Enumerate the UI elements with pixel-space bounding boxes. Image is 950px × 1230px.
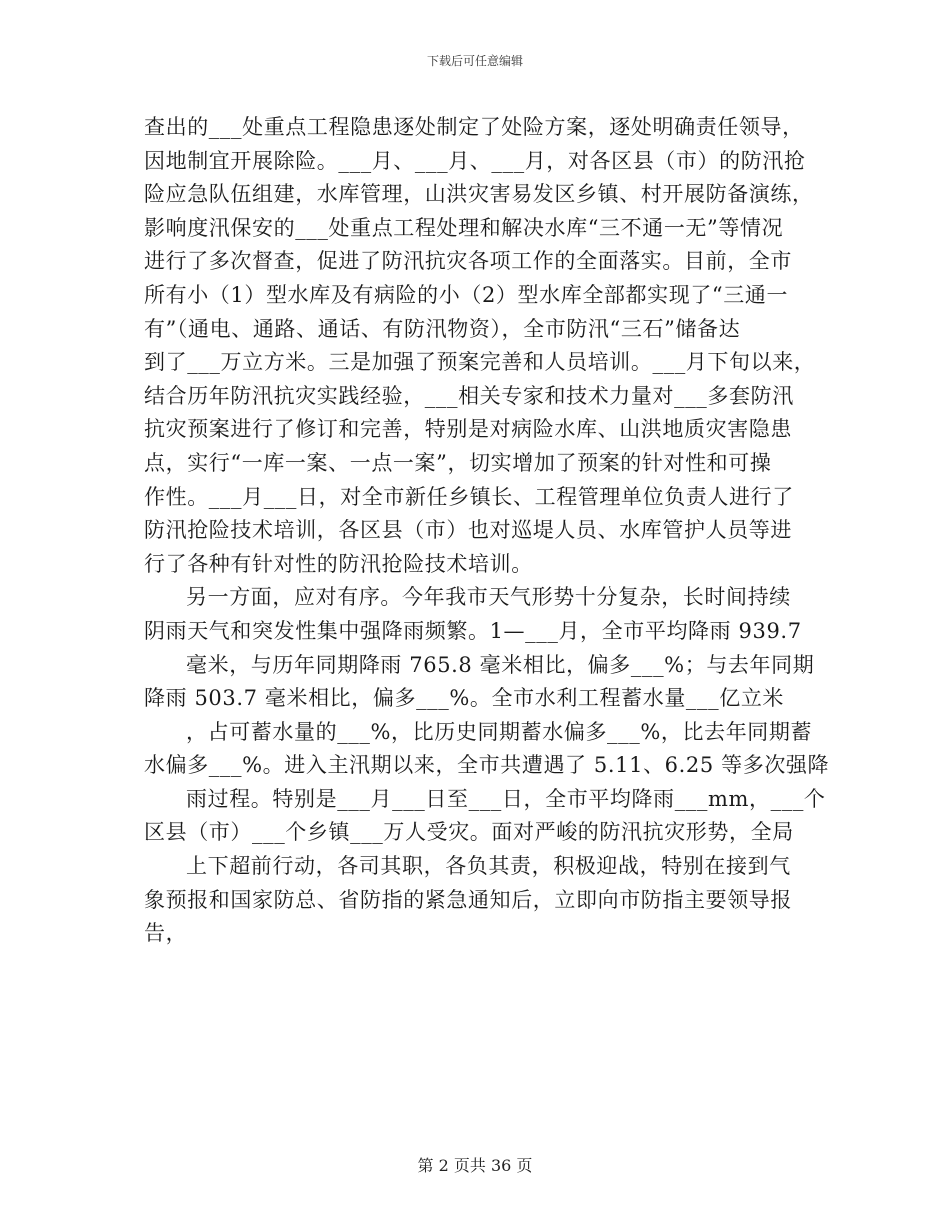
text-line: 抗灾预案进行了修订和完善，特别是对病险水库、山洪地质灾害隐患 — [144, 417, 792, 442]
text-line: 降雨 503.7 毫米相比，偏多___%。全市水利工程蓄水量___亿立米 — [144, 686, 785, 711]
text-line: 所有小（1）型水库及有病险的小（2）型水库全部都实现了“三通一 — [144, 282, 789, 307]
text-line: 结合历年防汛抗灾实践经验，___相关专家和技术力量对___多套防汛 — [144, 383, 794, 408]
document-body — [144, 111, 830, 951]
text-line: 区县（市）___个乡镇___万人受灾。面对严峻的防汛抗灾形势，全局 — [144, 820, 794, 845]
text-line-indented: 雨过程。特别是___月___日至___日，全市平均降雨___mm，___个 — [186, 786, 826, 811]
text-line: 告， — [144, 921, 188, 946]
text-line: 水偏多___%。进入主汛期以来，全市共遭遇了 5.11、6.25 等多次强降 — [144, 753, 830, 778]
text-line-indented: 毫米，与历年同期降雨 765.8 毫米相比，偏多___%；与去年同期 — [186, 652, 815, 677]
text-line-indented: ，占可蓄水量的___%，比历史同期蓄水偏多___%，比去年同期蓄 — [186, 719, 813, 744]
text-line: 象预报和国家防总、省防指的紧急通知后，立即向市防指主要领导报 — [144, 887, 792, 912]
text-line: 险应急队伍组建，水库管理，山洪灾害易发区乡镇、村开展防备演练， — [144, 182, 814, 207]
page-header: 下载后可任意编辑 — [426, 54, 523, 68]
text-line: 点，实行“一库一案、一点一案”，切实增加了预案的针对性和可操 — [144, 450, 772, 475]
text-line: 作性。___月___日，对全市新任乡镇长、工程管理单位负责人进行了 — [144, 484, 794, 509]
paragraph-start-line: 另一方面，应对有序。今年我市天气形势十分复杂，长时间持续 — [186, 585, 791, 610]
text-line: 到了___万立方米。三是加强了预案完善和人员培训。___月下旬以来， — [144, 350, 816, 375]
page-footer: 第 2 页共 36 页 — [417, 1156, 533, 1175]
text-line: 因地制宜开展除险。___月、___月、___月，对各区县（市）的防汛抢 — [144, 148, 806, 173]
text-line: 行了各种有针对性的防汛抢险技术培训。 — [144, 551, 533, 576]
text-line-indented: 上下超前行动，各司其职，各负其责，积极迎战，特别在接到气 — [186, 854, 791, 879]
text-line: 进行了多次督查，促进了防汛抗灾各项工作的全面落实。目前，全市 — [144, 249, 792, 274]
text-line: 影响度汛保安的___处重点工程处理和解决水库“三不通一无”等情况 — [144, 215, 784, 240]
text-line: 查出的___处重点工程隐患逐处制定了处险方案，逐处明确责任领导， — [144, 115, 804, 139]
text-line: 防汛抢险技术培训，各区县（市）也对巡堤人员、水库管护人员等进 — [144, 518, 792, 543]
text-line: 阴雨天气和突发性集中强降雨频繁。1—___月，全市平均降雨 939.7 — [144, 618, 802, 643]
text-line: 有”（通电、通路、通话、有防汛物资），全市防汛“三石”储备达 — [144, 316, 741, 341]
